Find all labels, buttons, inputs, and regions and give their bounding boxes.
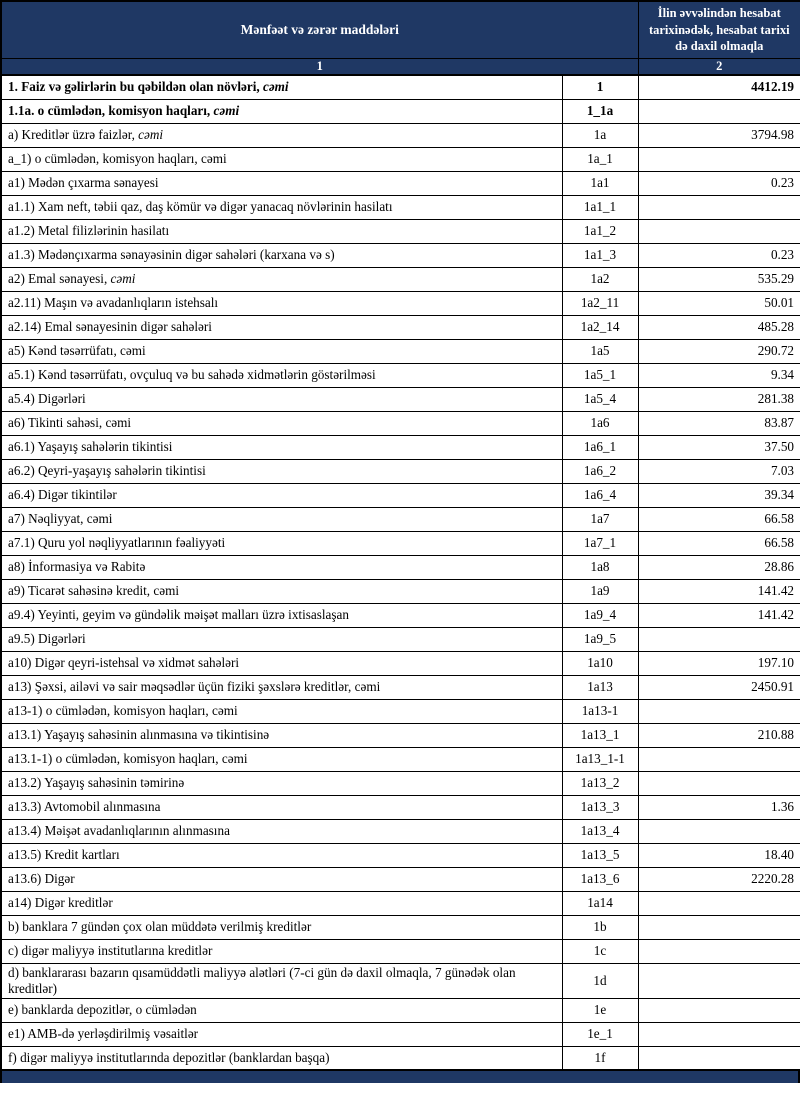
item-value-cell: 210.88 [638, 723, 800, 747]
item-label-cell [1, 483, 562, 507]
item-label-cell [1, 507, 562, 531]
item-code-cell: 1a6 [562, 411, 638, 435]
item-label-italic-suffix: cəmi [110, 271, 136, 286]
item-code-cell: 1a1_1 [562, 195, 638, 219]
item-label-cell [1, 939, 562, 963]
item-value-cell: 83.87 [638, 411, 800, 435]
item-code-cell: 1a6_4 [562, 483, 638, 507]
item-label-cell [1, 99, 562, 123]
table-row [1, 435, 800, 459]
item-code-cell: 1 [562, 75, 638, 99]
item-label-cell [1, 411, 562, 435]
item-value-cell [638, 891, 800, 915]
item-label-cell [1, 435, 562, 459]
item-label: a1.1) Xam neft, təbii qaz, daş kömür və digər yanacaq növlərinin hasilatı [8, 199, 393, 214]
item-code-cell: 1a5_1 [562, 363, 638, 387]
item-value-cell: 50.01 [638, 291, 800, 315]
item-label-cell [1, 1022, 562, 1046]
table-row [1, 267, 800, 291]
item-label: a13.3) Avtomobil alınmasına [8, 799, 161, 814]
item-label: a7.1) Quru yol nəqliyyatlarının fəaliyyəti [8, 535, 226, 550]
item-label-cell [1, 867, 562, 891]
item-label: a9.4) Yeyinti, geyim və gündəlik məişət malları üzrə ixtisaslaşan [8, 607, 349, 622]
item-label: a13.2) Yaşayış sahəsinin təmirinə [8, 775, 185, 790]
item-value-cell [638, 1046, 800, 1070]
item-code-cell: 1a2_11 [562, 291, 638, 315]
table-row [1, 75, 800, 99]
item-label: a14) Digər kreditlər [8, 895, 113, 910]
item-value-cell: 197.10 [638, 651, 800, 675]
item-label-cell [1, 555, 562, 579]
item-code-cell: 1a1 [562, 171, 638, 195]
item-code-cell: 1d [562, 963, 638, 998]
item-code-cell: 1a7 [562, 507, 638, 531]
items-column-header: Mənfəət və zərər maddələri [1, 1, 638, 58]
item-code-cell: 1a13_1 [562, 723, 638, 747]
item-value-cell: 1.36 [638, 795, 800, 819]
item-value-cell [638, 747, 800, 771]
item-label-cell [1, 387, 562, 411]
item-code-cell: 1a13_5 [562, 843, 638, 867]
item-label: a5.1) Kənd təsərrüfatı, ovçuluq və bu sahədə xidmətlərin göstərilməsi [8, 367, 376, 382]
item-label-cell [1, 843, 562, 867]
table-row [1, 998, 800, 1022]
item-code-cell: 1c [562, 939, 638, 963]
item-code-cell: 1a5 [562, 339, 638, 363]
item-code-cell: 1_1a [562, 99, 638, 123]
table-row [1, 723, 800, 747]
item-label: a13.1-1) o cümlədən, komisyon haqları, cəmi [8, 751, 248, 766]
table-row [1, 339, 800, 363]
item-label-cell [1, 1046, 562, 1070]
item-label-italic-suffix: cəmi [213, 103, 240, 118]
item-label-italic-suffix: cəmi [262, 79, 289, 95]
item-label: a13.5) Kredit kartları [8, 847, 120, 862]
item-value-cell: 37.50 [638, 435, 800, 459]
table-row [1, 291, 800, 315]
item-label-cell [1, 171, 562, 195]
item-label: e) banklarda depozitlər, o cümlədən [8, 1002, 197, 1017]
item-label: a13) Şəxsi, ailəvi və sair məqsədlər üçün fiziki şəxslərə kreditlər, cəmi [8, 679, 381, 694]
table-row [1, 219, 800, 243]
item-label-cell [1, 915, 562, 939]
item-label: a5.4) Digərləri [8, 391, 86, 406]
item-value-cell [638, 819, 800, 843]
header-title-row [1, 1, 800, 58]
item-label: 1.1a. o cümlədən, komisyon haqları, [8, 103, 214, 118]
item-label: a9.5) Digərləri [8, 631, 86, 646]
item-label: b) banklara 7 gündən çox olan müddətə verilmiş kreditlər [8, 919, 312, 934]
item-code-cell: 1a13-1 [562, 699, 638, 723]
table-row [1, 747, 800, 771]
item-label-cell [1, 195, 562, 219]
item-label: a6.2) Qeyri-yaşayış sahələrin tikintisi [8, 463, 206, 478]
table-row [1, 795, 800, 819]
item-value-cell: 3794.98 [638, 123, 800, 147]
item-label: a6.1) Yaşayış sahələrin tikintisi [8, 439, 173, 454]
item-value-cell: 0.23 [638, 243, 800, 267]
item-label: a13.4) Məişət avadanlıqlarının alınmasına [8, 823, 230, 838]
table-row [1, 939, 800, 963]
item-label-cell [1, 819, 562, 843]
item-label-cell [1, 243, 562, 267]
item-label-cell [1, 459, 562, 483]
item-code-cell: 1a6_1 [562, 435, 638, 459]
item-label: a1.3) Mədənçıxarma sənayəsinin digər sahələri (karxana və s) [8, 247, 335, 262]
item-label: d) banklararası bazarın qısamüddətli maliyyə alətləri (7-ci gün də daxil olmaqla, 7 günədək olan kreditlər) [8, 964, 516, 996]
item-code-cell: 1a13_4 [562, 819, 638, 843]
item-code-cell: 1a5_4 [562, 387, 638, 411]
header-number-row [1, 58, 800, 75]
table-row [1, 915, 800, 939]
item-value-cell: 485.28 [638, 315, 800, 339]
item-value-cell [638, 998, 800, 1022]
table-row [1, 147, 800, 171]
item-value-cell [638, 195, 800, 219]
item-code-cell: 1a9_4 [562, 603, 638, 627]
item-value-cell: 281.38 [638, 387, 800, 411]
item-code-cell: 1a1_2 [562, 219, 638, 243]
item-value-cell [638, 147, 800, 171]
table-row [1, 603, 800, 627]
item-label-cell [1, 747, 562, 771]
item-label: a13.1) Yaşayış sahəsinin alınmasına və tikintisinə [8, 727, 270, 742]
table-row [1, 483, 800, 507]
table-row [1, 171, 800, 195]
item-value-cell: 28.86 [638, 555, 800, 579]
item-value-cell: 66.58 [638, 531, 800, 555]
item-label: a9) Ticarət sahəsinə kredit, cəmi [8, 583, 180, 598]
item-value-cell: 2220.28 [638, 867, 800, 891]
item-label: a10) Digər qeyri-istehsal və xidmət sahələri [8, 655, 240, 670]
item-value-cell [638, 915, 800, 939]
item-code-cell: 1a13_1-1 [562, 747, 638, 771]
table-row [1, 699, 800, 723]
item-value-cell: 141.42 [638, 603, 800, 627]
item-label: a2.14) Emal sənayesinin digər sahələri [8, 319, 212, 334]
item-code-cell: 1a13_6 [562, 867, 638, 891]
item-code-cell: 1a_1 [562, 147, 638, 171]
item-label-cell [1, 651, 562, 675]
table-row [1, 771, 800, 795]
item-label: a2) Emal sənayesi, [8, 271, 111, 286]
next-section-header-bar [0, 1071, 800, 1083]
item-label-cell [1, 219, 562, 243]
item-code-cell: 1b [562, 915, 638, 939]
item-label-cell [1, 699, 562, 723]
table-row [1, 459, 800, 483]
table-row [1, 555, 800, 579]
item-label: a1.2) Metal filizlərinin hasilatı [8, 223, 170, 238]
item-code-cell: 1a8 [562, 555, 638, 579]
item-label: a7) Nəqliyyat, cəmi [8, 511, 113, 526]
item-label-cell [1, 627, 562, 651]
item-label: e1) AMB-də yerləşdirilmiş vəsaitlər [8, 1026, 199, 1041]
item-label-cell [1, 771, 562, 795]
item-label: a13.6) Digər [8, 871, 75, 886]
table-row [1, 651, 800, 675]
item-value-cell: 9.34 [638, 363, 800, 387]
value-column-header: İlin əvvəlindən hesabat tarixinədək, hesabat tarixi də daxil olmaqla [638, 1, 800, 58]
item-label-cell [1, 998, 562, 1022]
item-value-cell: 39.34 [638, 483, 800, 507]
item-code-cell: 1a13_2 [562, 771, 638, 795]
item-value-cell: 290.72 [638, 339, 800, 363]
item-value-cell [638, 627, 800, 651]
item-value-cell [638, 219, 800, 243]
item-label-cell [1, 603, 562, 627]
table-row [1, 819, 800, 843]
item-label-cell [1, 531, 562, 555]
item-code-cell: 1a13 [562, 675, 638, 699]
item-label: a_1) o cümlədən, komisyon haqları, cəmi [8, 151, 227, 166]
item-label-cell [1, 723, 562, 747]
table-row [1, 867, 800, 891]
item-label-cell [1, 315, 562, 339]
item-label-cell [1, 675, 562, 699]
item-label: c) digər maliyyə institutlarına kreditlər [8, 943, 213, 958]
item-label-cell [1, 963, 562, 998]
item-value-cell [638, 699, 800, 723]
item-label: a2.11) Maşın və avadanlıqların istehsalı [8, 295, 219, 310]
table-row [1, 1046, 800, 1070]
item-label-cell [1, 363, 562, 387]
item-label-cell [1, 795, 562, 819]
item-label: a6) Tikinti sahəsi, cəmi [8, 415, 132, 430]
item-value-cell: 141.42 [638, 579, 800, 603]
item-value-cell [638, 99, 800, 123]
item-value-cell: 7.03 [638, 459, 800, 483]
item-code-cell: 1a1_3 [562, 243, 638, 267]
item-value-cell: 535.29 [638, 267, 800, 291]
table-header [1, 1, 800, 75]
item-label: a6.4) Digər tikintilər [8, 487, 117, 502]
item-value-cell [638, 939, 800, 963]
table-row [1, 411, 800, 435]
item-code-cell: 1f [562, 1046, 638, 1070]
item-value-cell: 18.40 [638, 843, 800, 867]
item-value-cell [638, 963, 800, 998]
table-row [1, 531, 800, 555]
item-code-cell: 1a9_5 [562, 627, 638, 651]
item-label: a1) Mədən çıxarma sənayesi [8, 175, 159, 190]
column-number-1: 1 [1, 58, 638, 75]
item-label: a5) Kənd təsərrüfatı, cəmi [8, 343, 146, 358]
table-row [1, 99, 800, 123]
column-number-2: 2 [638, 58, 800, 75]
item-label-cell [1, 75, 562, 99]
item-code-cell: 1a7_1 [562, 531, 638, 555]
item-label-cell [1, 891, 562, 915]
table-row [1, 195, 800, 219]
item-value-cell: 2450.91 [638, 675, 800, 699]
table-row [1, 891, 800, 915]
item-code-cell: 1a14 [562, 891, 638, 915]
table-row [1, 363, 800, 387]
table-row [1, 387, 800, 411]
item-label-cell [1, 147, 562, 171]
item-value-cell: 66.58 [638, 507, 800, 531]
item-code-cell: 1a [562, 123, 638, 147]
item-label-cell [1, 267, 562, 291]
item-code-cell: 1a10 [562, 651, 638, 675]
item-label: f) digər maliyyə institutlarında depozitlər (banklardan başqa) [8, 1049, 330, 1065]
item-code-cell: 1a13_3 [562, 795, 638, 819]
item-code-cell: 1a2_14 [562, 315, 638, 339]
item-label-cell [1, 291, 562, 315]
table-row [1, 579, 800, 603]
item-value-cell: 0.23 [638, 171, 800, 195]
table-row [1, 315, 800, 339]
table-row [1, 243, 800, 267]
item-value-cell [638, 771, 800, 795]
item-label-cell [1, 123, 562, 147]
item-code-cell: 1e_1 [562, 1022, 638, 1046]
table-row [1, 843, 800, 867]
item-value-cell [638, 1022, 800, 1046]
table-body [1, 75, 800, 1070]
item-code-cell: 1a2 [562, 267, 638, 291]
item-label-cell [1, 339, 562, 363]
item-code-cell: 1a9 [562, 579, 638, 603]
item-label: a13-1) o cümlədən, komisyon haqları, cəmi [8, 703, 238, 718]
item-value-cell: 4412.19 [638, 75, 800, 99]
item-label-italic-suffix: cəmi [138, 127, 164, 142]
item-label: a) Kreditlər üzrə faizlər, [8, 127, 139, 142]
item-label-cell [1, 579, 562, 603]
table-row [1, 1022, 800, 1046]
item-code-cell: 1e [562, 998, 638, 1022]
table-row [1, 123, 800, 147]
item-code-cell: 1a6_2 [562, 459, 638, 483]
item-label: a8) İnformasiya və Rabitə [8, 559, 146, 574]
item-label: 1. Faiz və gəlirlərin bu qəbildən olan növləri, [8, 79, 263, 95]
table-row [1, 675, 800, 699]
table-row [1, 963, 800, 998]
table-row [1, 507, 800, 531]
table-row [1, 627, 800, 651]
